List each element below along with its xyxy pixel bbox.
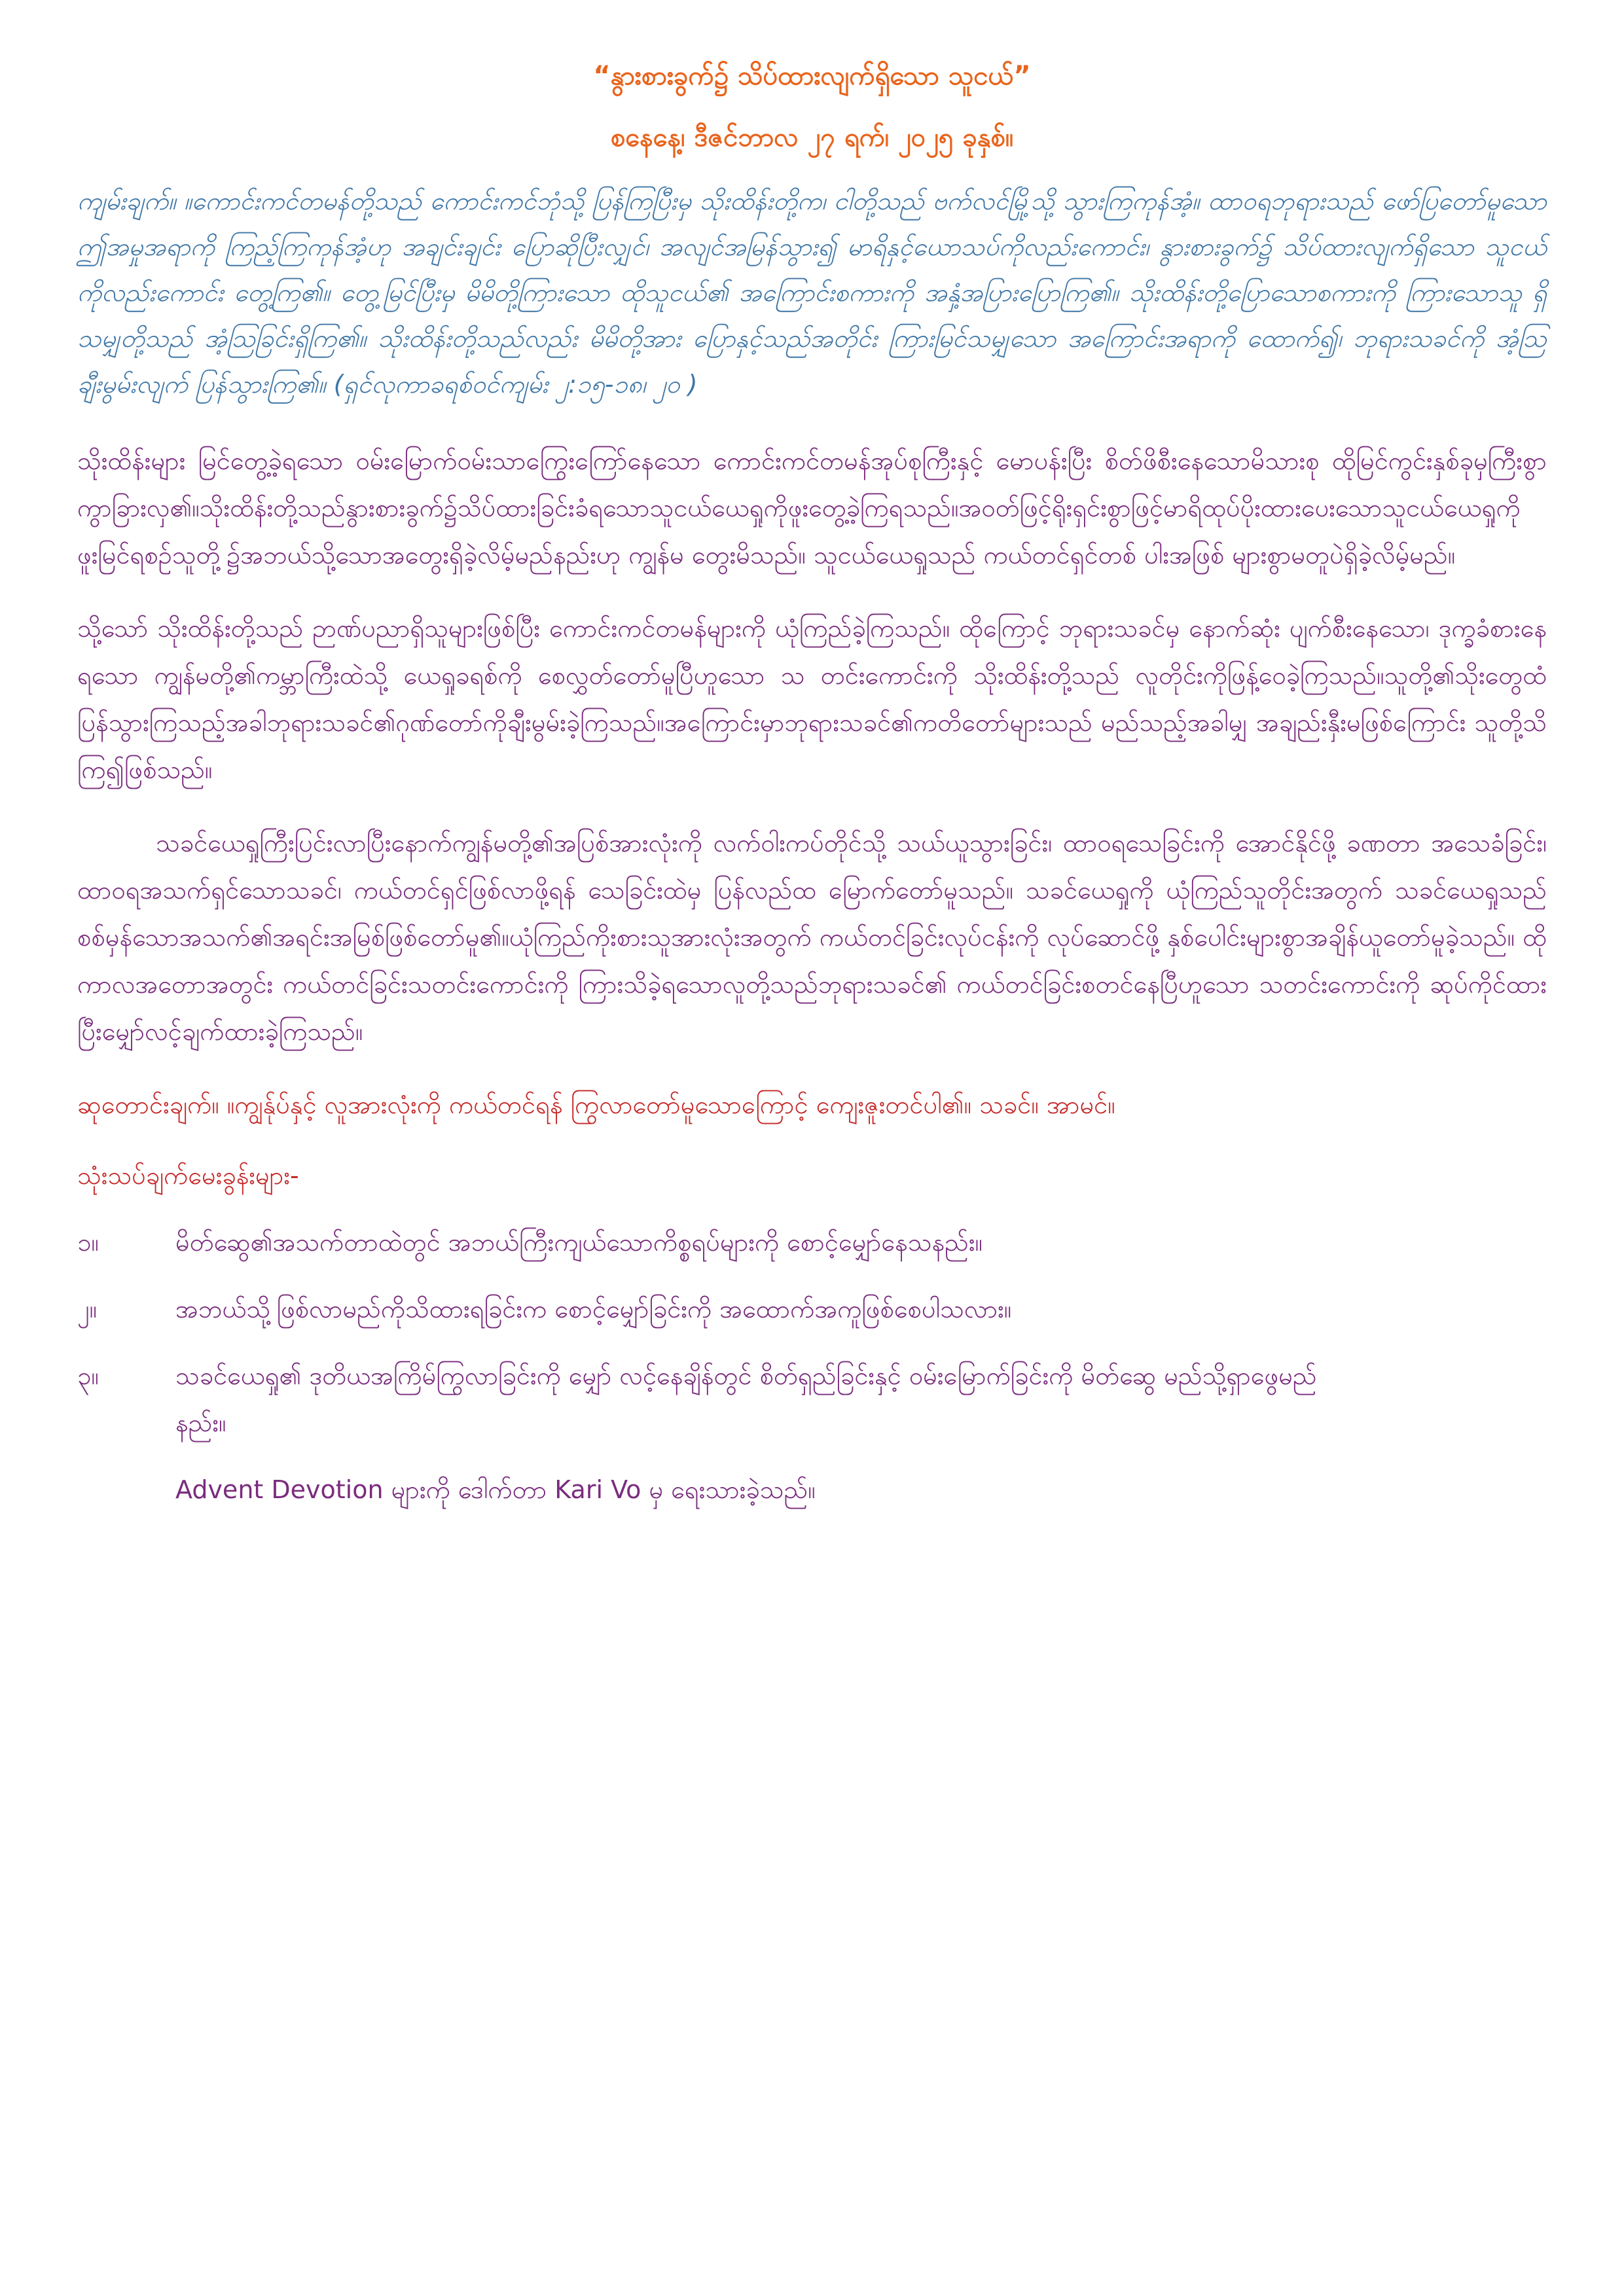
question-number: ၂။ — [77, 1295, 98, 1323]
body-paragraph-2: သို့သော် သိုးထိန်းတို့သည် ဉာဏ်ပညာရှိသူများဖြစ်ပြီး ကောင်းကင်တမန်များကို ယုံကြည်ခဲ့ကြသည်။ ထိုကြောင့် ဘုရားသခင်မှ နောက်ဆုံး ပျက်စီးနေသော၊ ဒုက္ခခံစားနေရသော ကျွန်မတို့၏ကမ္ဘာကြီးထဲသို့ ယေရှုခရစ်ကို စေလွှတ်တော်မူပြီဟူသော သ တင်းကောင်းကို သိုးထိန်းတို့သည် လူတိုင်းကိုဖြန့်ဝေခဲ့ကြသည်။သူတို့၏သိုးတွေထံပြန်သွားကြသည့်အခါဘုရားသခင်၏ဂုဏ်တော်ကိုချီးမွမ်းခဲ့ကြသည်။အကြောင်းမှာဘုရားသခင်၏ကတိတော်များသည် မည်သည့်အခါမျှ အချည်းနှီးမဖြစ်ကြောင်း သူတို့သိကြ၍ဖြစ်သည်။ — [77, 614, 1547, 784]
devotion-date: စနေနေ့၊ ဒီဇင်ဘာလ ၂၇ ရက်၊ ၂၀၂၅ ခုနှစ်။ — [610, 122, 1014, 152]
body-paragraph-1: သိုးထိန်းများ မြင်တွေ့ခဲ့ရသော ဝမ်းမြောက်ဝမ်းသာကြွေးကြော်နေသော ကောင်းကင်တမန်အုပ်စုကြီးနှင့် မောပန်းပြီး စိတ်ဖိစီးနေသောမိသားစု ထိုမြင်ကွင်းနှစ်ခုမှကြီးစွာကွာခြားလှ၏။သိုးထိန်းတို့သည်နွားစားခွက်၌သိပ်ထားခြင်းခံရသောသူငယ်ယေရှုကိုဖူးတွေ့ခဲ့ကြရသည်။အဝတ်ဖြင့်ရိုးရှင်းစွာဖြင့်မာရိထုပ်ပိုးထားပေးသောသူငယ်ယေရှုကိုဖူးမြင်ရစဉ်သူတို့၌အဘယ်သို့သောအတွေးရှိခဲ့လိမ့်မည်နည်းဟု ကျွန်မ တွေးမိသည်။ သူငယ်ယေရှုသည် ကယ်တင်ရှင်တစ် ပါးအဖြစ် များစွာမတူပဲရှိခဲ့လိမ့်မည်။ — [77, 446, 1547, 569]
reflection-question-2 — [77, 1285, 1547, 1333]
question-text: မိတ်ဆွေ၏အသက်တာထဲတွင် အဘယ်ကြီးကျယ်သောကိစ္စရပ်များကို စောင့်မျှော်နေသနည်း။ — [175, 1228, 983, 1257]
scripture-passage: ကျမ်းချက်။ ။ကောင်းကင်တမန်တို့သည် ကောင်းကင်ဘုံသို့ ပြန်ကြပြီးမှ သိုးထိန်းတို့က၊ ငါတို့သည် ဗက်လင်မြို့သို့ သွားကြကုန်အံ့။ ထာဝရဘုရားသည် ဖော်ပြတော်မူသော ဤအမှုအရာကို ကြည့်ကြကုန်အံ့ဟု အချင်းချင်း ပြောဆိုပြီးလျှင်၊ အလျင်အမြန်သွား၍ မာရိနှင့်ယောသပ်ကိုလည်းကောင်း၊ နွားစားခွက်၌ သိပ်ထားလျက်ရှိသော သူငယ်ကိုလည်းကောင်း တွေ့ကြ၏။ တွေ့မြင်ပြီးမှ မိမိတို့ကြားသော ထိုသူငယ်၏ အကြောင်းစကားကို အနှံ့အပြားပြောကြ၏။ သိုးထိန်းတို့ပြောသောစကားကို ကြားသောသူ ရှိသမျှတို့သည် အံ့ဩခြင်းရှိကြ၏။ သိုးထိန်းတို့သည်လည်း မိမိတို့အား ပြောနှင့်သည်အတိုင်း ကြားမြင်သမျှသော အကြောင်းအရာကို ထောက်၍၊ ဘုရားသခင်ကို အံ့ဩချီးမွမ်းလျက် ပြန်သွားကြ၏။ (ရှင်လုကာခရစ်ဝင်ကျမ်း ၂:၁၅-၁၈၊ ၂၀ ) — [77, 187, 1547, 399]
question-number: ၁။ — [77, 1228, 99, 1257]
question-text: အဘယ်သို့ဖြစ်လာမည်ကိုသိထားရခြင်းက စောင့်မျှော်ခြင်းကို အထောက်အကူဖြစ်စေပါသလား။ — [175, 1295, 1012, 1323]
question-number: ၃။ — [77, 1361, 99, 1390]
reflection-question-3 — [77, 1352, 1547, 1446]
body-paragraph-3: သခင်ယေရှုကြီးပြင်းလာပြီးနောက်ကျွန်မတို့၏အပြစ်အားလုံးကို လက်ဝါးကပ်တိုင်သို့ သယ်ယူသွားခြင်း၊ ထာဝရသေခြင်းကို အောင်နိုင်ဖို့ ခဏတာ အသေခံခြင်း၊ ထာဝရအသက်ရှင်သောသခင်၊ ကယ်တင်ရှင်ဖြစ်လာဖို့ရန် သေခြင်းထဲမှ ပြန်လည်ထ မြောက်တော်မူသည်။ သခင်ယေရှုကို ယုံကြည်သူတိုင်းအတွက် သခင်ယေရှုသည် စစ်မှန်သောအသက်၏အရင်းအမြစ်ဖြစ်တော်မူ၏။ယုံကြည်ကိုးစားသူအားလုံးအတွက် ကယ်တင်ခြင်းလုပ်ငန်းကို လုပ်ဆောင်ဖို့ နှစ်ပေါင်းများစွာအချိန်ယူတော်မူခဲ့သည်။ ထိုကာလအတောအတွင်း ကယ်တင်ခြင်းသတင်းကောင်းကို ကြားသိခဲ့ရသောလူတို့သည်ဘုရားသခင်၏ ကယ်တင်ခြင်းစတင်နေပြီဟူသော သတင်းကောင်းကို ဆုပ်ကိုင်ထားပြီးမျှော်လင့်ချက်ထားခဲ့ကြသည်။ — [77, 829, 1547, 1046]
devotion-title: “နွားစားခွက်၌ သိပ်ထားလျက်ရှိသော သူငယ်” — [593, 61, 1031, 91]
devotion-page — [77, 46, 1547, 1513]
author-credit: Advent Devotion များကို ဒေါက်တာ Kari Vo မှ ရေးသားခဲ့သည်။ — [175, 1475, 816, 1504]
reflection-questions-heading: သုံးသပ်ချက်မေးခွန်းများ- — [77, 1161, 299, 1190]
reflection-question-1 — [77, 1219, 1547, 1266]
question-text: သခင်ယေရှု၏ ဒုတိယအကြိမ်ကြွလာခြင်းကို မျှော် လင့်နေချိန်တွင် စိတ်ရှည်ခြင်းနှင့် ဝမ်းမြောက်ခြင်းကို မိတ်ဆွေ မည်သို့ရှာဖွေမည်နည်း။ — [175, 1361, 1317, 1437]
prayer: ဆုတောင်းချက်။ ။ကျွန်ုပ်နှင့် လူအားလုံးကို ကယ်တင်ရန် ကြွလာတော်မူသောကြောင့် ကျေးဇူးတင်ပါ၏။ သခင်။ အာမင်။ — [77, 1090, 1115, 1119]
